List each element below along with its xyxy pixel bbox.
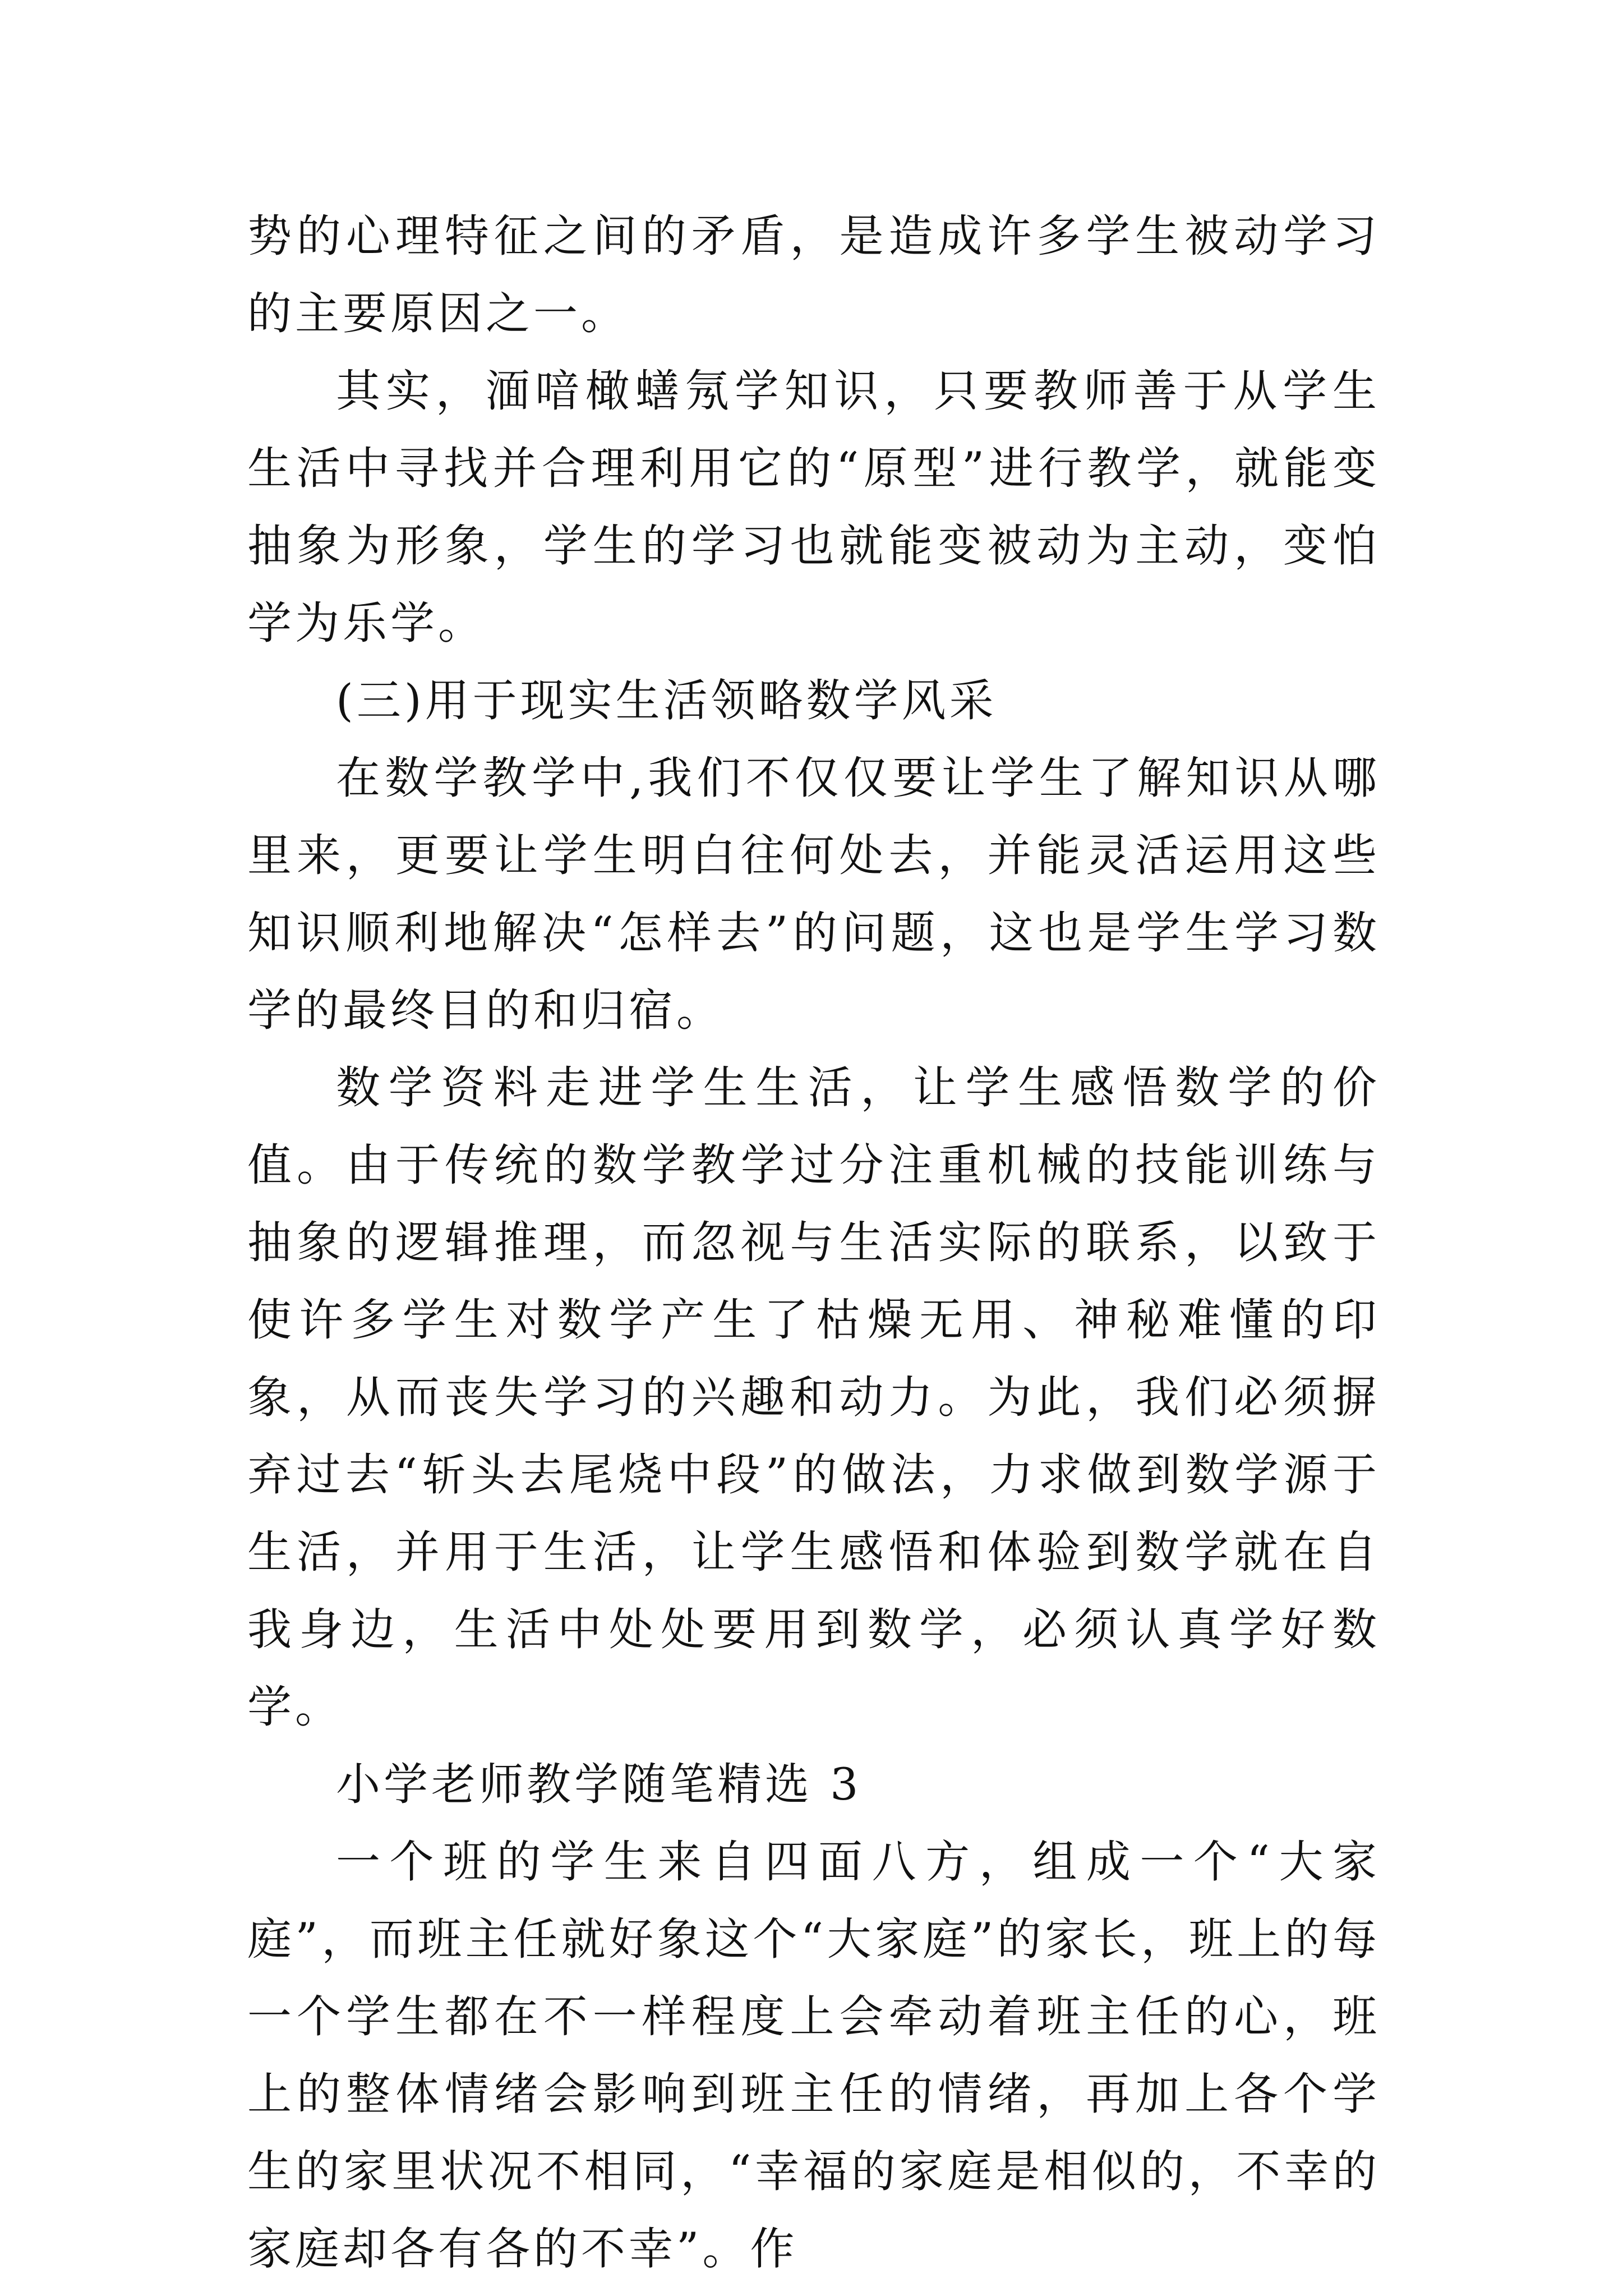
- paragraph: 数学资料走进学生生活，让学生感悟数学的价值。由于传统的数学教学过分注重机械的技能训练与抽象的逻辑推理，而忽视与生活实际的联系，以致于使许多学生对数学产生了枯燥无用、神秘难懂的印象，从而丧失学习的兴趣和动力。为此，我们必须摒弃过去“斩头去尾烧中段”的做法，力求做到数学源于生活，并用于生活，让学生感悟和体验到数学就在自我身边，生活中处处要用到数学，必须认真学好数学。: [247, 1062, 1380, 1733]
- paragraph: 在数学教学中,我们不仅仅要让学生了解知识从哪里来，更要让学生明白往何处去，并能灵活运用这些知识顺利地解决“怎样去”的问题，这也是学生学习数学的最终目的和归宿。: [247, 752, 1380, 1036]
- body-text: [247, 197, 1380, 2288]
- paragraph: 其实，湎喑橄蟮氖学知识，只要教师善于从学生生活中寻找并合理利用它的“原型”进行教学，就能变抽象为形象，学生的学习也就能变被动为主动，变怕学为乐学。: [247, 365, 1380, 649]
- article-heading: 小学老师教学随笔精选 3: [336, 1759, 862, 1810]
- section-heading: (三)用于现实生活领略数学风采: [336, 675, 997, 726]
- paragraph: 势的心理特征之间的矛盾，是造成许多学生被动学习的主要原因之一。: [247, 210, 1380, 339]
- paragraph: 一个班的学生来自四面八方，组成一个“大家庭”，而班主任就好象这个“大家庭”的家长，班上的每一个学生都在不一样程度上会牵动着班主任的心，班上的整体情绪会影响到班主任的情绪，再加上各个学生的家里状况不相同，“幸福的家庭是相似的，不幸的家庭却各有各的不幸”。作: [247, 1836, 1380, 2275]
